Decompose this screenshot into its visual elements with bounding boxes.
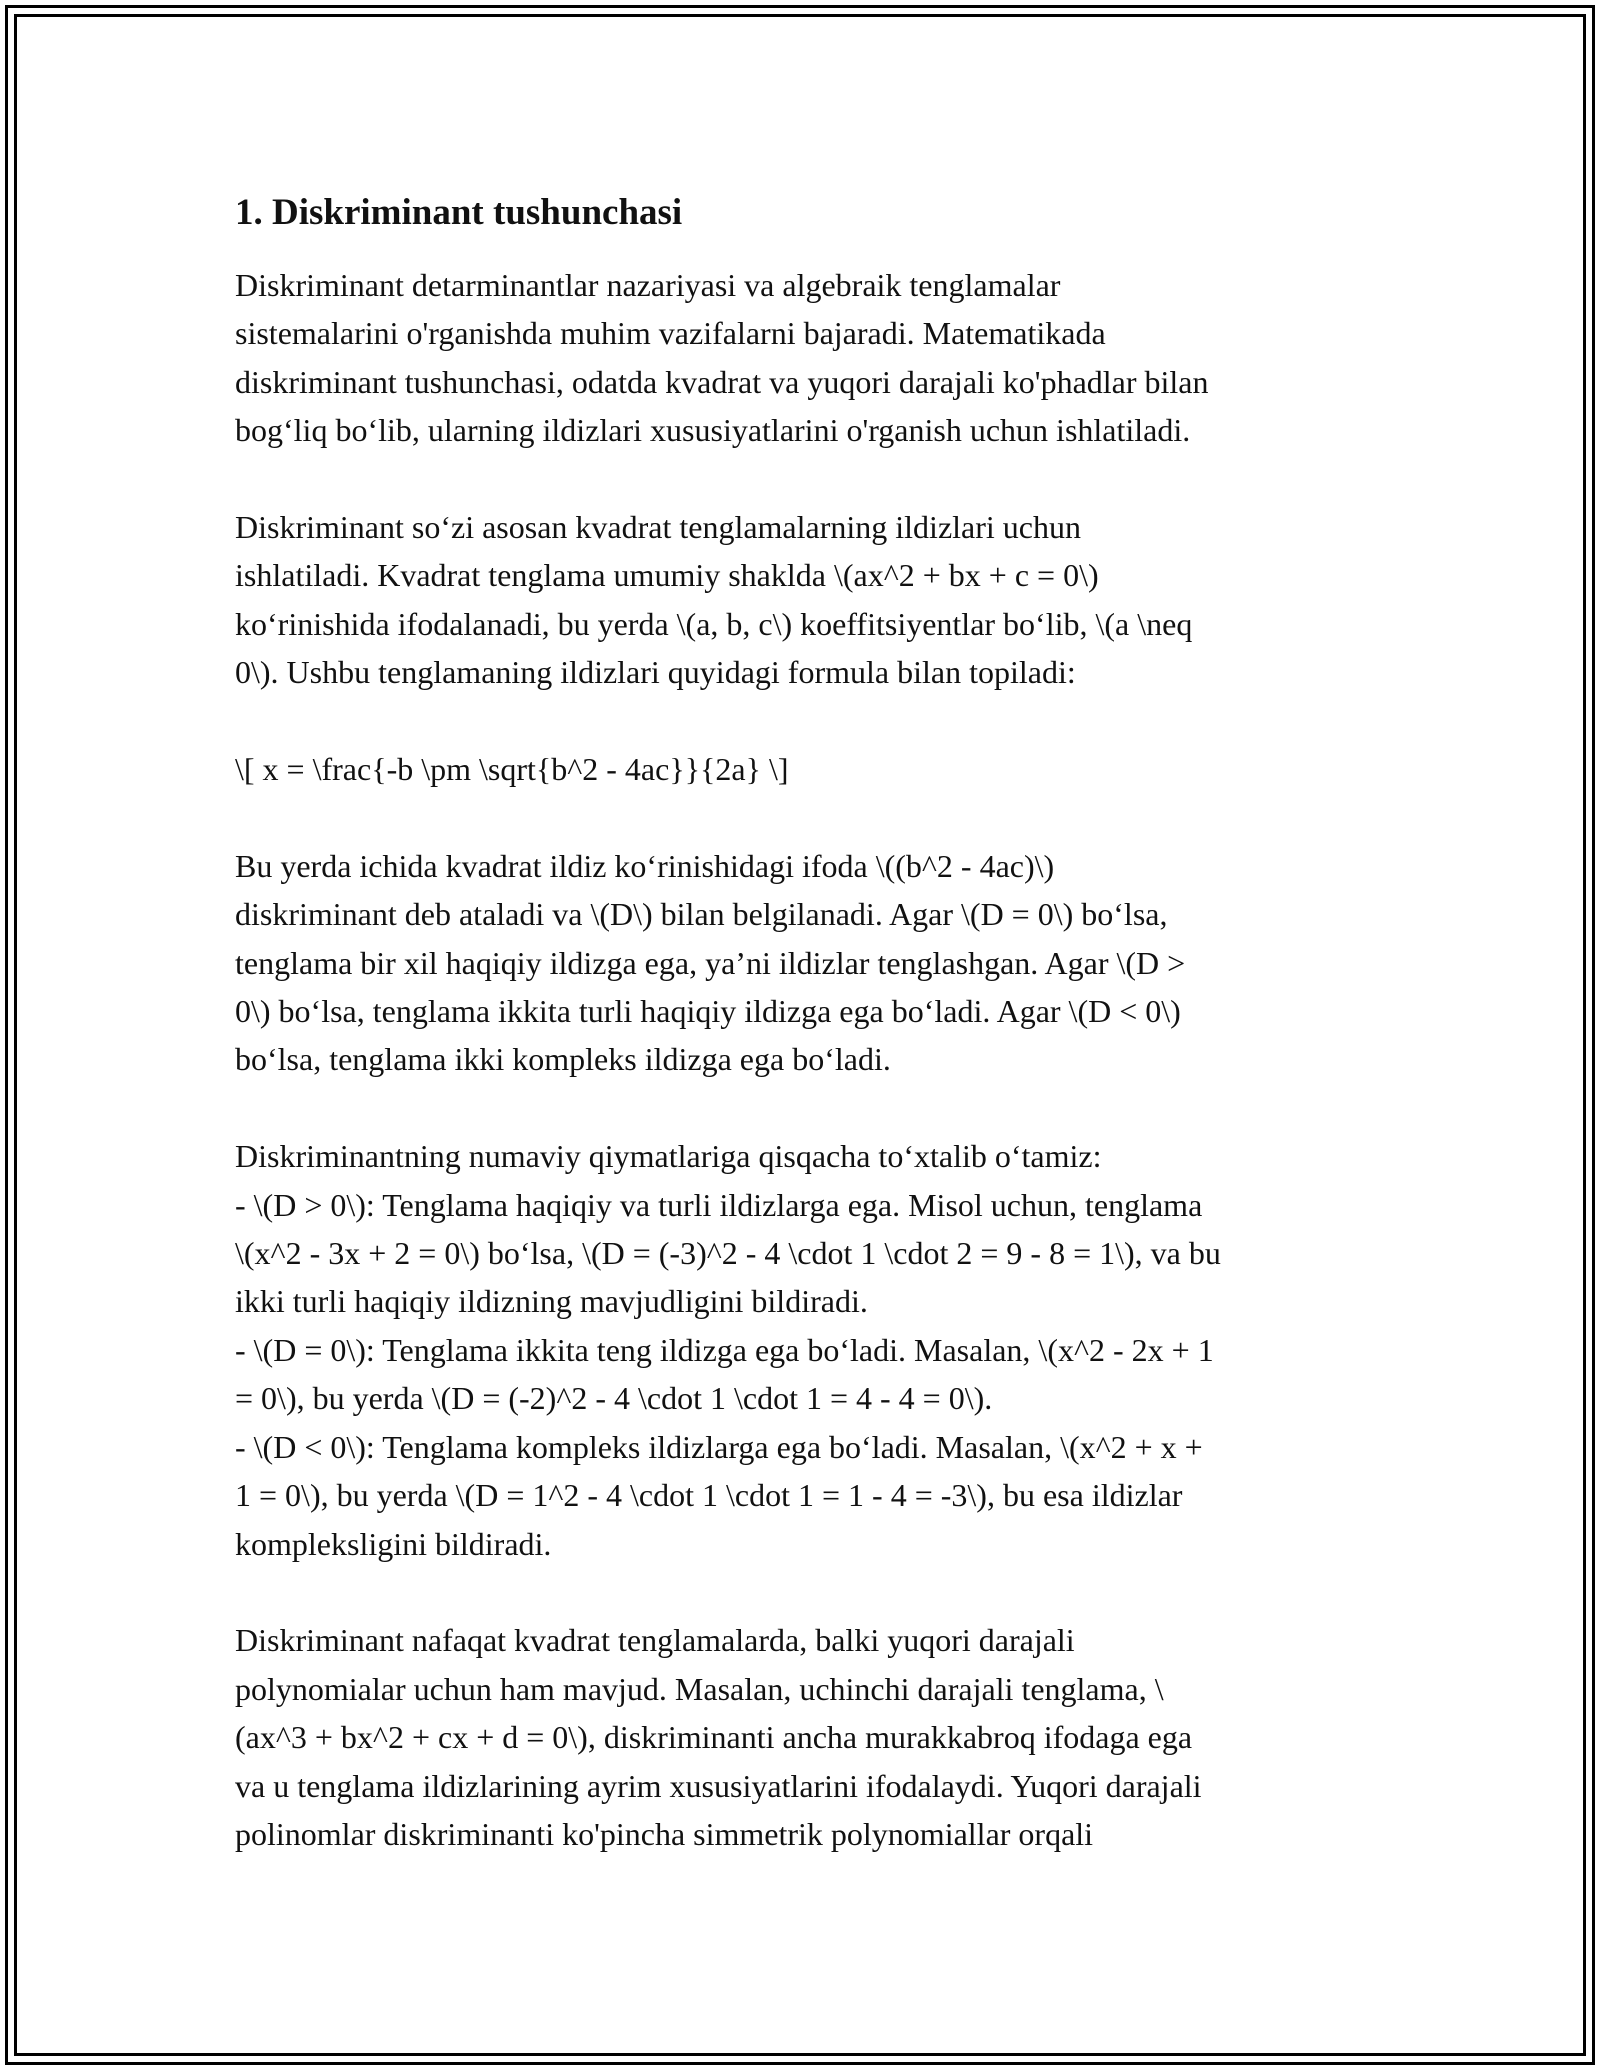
text-line: polynomialar uchun ham mavjud. Masalan, uchinchi darajali tenglama, \: [235, 1670, 1164, 1707]
text-line: 0\). Ushbu tenglamaning ildizlari quyidagi formula bilan topiladi:: [235, 654, 1076, 691]
text-line: ko‘rinishida ifodalanadi, bu yerda \(a, b, c\) koeffitsiyentlar bo‘lib, \(a \neq: [235, 605, 1193, 642]
text-line: - \(D < 0\): Tenglama kompleks ildizlarga ega bo‘ladi. Masalan, \(x^2 + x +: [235, 1428, 1203, 1465]
document-body: [235, 185, 1370, 1858]
text-line: bog‘liq bo‘lib, ularning ildizlari xususiyatlarini o'rganish uchun ishlatiladi.: [235, 412, 1191, 449]
paragraph-spacer: [235, 1084, 1370, 1132]
paragraph-spacer: [235, 455, 1370, 503]
paragraph-spacer: [235, 697, 1370, 745]
text-line: Bu yerda ichida kvadrat ildiz ko‘rinishidagi ifoda \((b^2 - 4ac)\): [235, 847, 1055, 884]
text-line: Diskriminant so‘zi asosan kvadrat tenglamalarning ildizlari uchun: [235, 509, 1081, 546]
text-line: - \(D > 0\): Tenglama haqiqiy va turli ildizlarga ega. Misol uchun, tenglama: [235, 1186, 1203, 1223]
paragraph-examples: [235, 1132, 1370, 1568]
paragraph-spacer: [235, 1568, 1370, 1616]
heading-spacer: [235, 241, 1370, 261]
text-line: \[ x = \frac{-b \pm \sqrt{b^2 - 4ac}}{2a} \]: [235, 751, 789, 788]
text-line: tenglama bir xil haqiqiy ildizga ega, ya’ni ildizlar tenglashgan. Agar \(D >: [235, 944, 1186, 981]
paragraph-higher-degree: [235, 1616, 1370, 1858]
text-line: kompleksligini bildiradi.: [235, 1525, 552, 1562]
text-line: diskriminant tushunchasi, odatda kvadrat va yuqori darajali ko'phadlar bilan: [235, 363, 1209, 400]
text-line: Diskriminant detarminantlar nazariyasi va algebraik tenglamalar: [235, 267, 1061, 303]
text-line: \(x^2 - 3x + 2 = 0\) bo‘lsa, \(D = (-3)^2 - 4 \cdot 1 \cdot 2 = 9 - 8 = 1\), va bu: [235, 1235, 1221, 1272]
section-heading: 1. Diskriminant tushunchasi: [235, 192, 683, 233]
text-line: Diskriminant nafaqat kvadrat tenglamalarda, balki yuqori darajali: [235, 1622, 1075, 1659]
paragraph-quadratic: [235, 503, 1370, 697]
text-line: = 0\), bu yerda \(D = (-2)^2 - 4 \cdot 1 \cdot 1 = 4 - 4 = 0\).: [235, 1380, 993, 1417]
formula-line: [235, 745, 1370, 793]
text-line: Diskriminantning numaviy qiymatlariga qisqacha to‘xtalib o‘tamiz:: [235, 1138, 1102, 1175]
paragraph-intro: [235, 261, 1370, 455]
text-line: va u tenglama ildizlarining ayrim xususiyatlarini ifodalaydi. Yuqori darajali: [235, 1767, 1202, 1804]
text-line: ikki turli haqiqiy ildizning mavjudligini bildiradi.: [235, 1283, 868, 1320]
text-line: diskriminant deb ataladi va \(D\) bilan belgilanadi. Agar \(D = 0\) bo‘lsa,: [235, 896, 1168, 933]
text-line: - \(D = 0\): Tenglama ikkita teng ildizga ega bo‘ladi. Masalan, \(x^2 - 2x + 1: [235, 1331, 1214, 1368]
text-line: bo‘lsa, tenglama ikki kompleks ildizga ega bo‘ladi.: [235, 1041, 891, 1078]
paragraph-discriminant-definition: [235, 842, 1370, 1084]
text-line: ishlatiladi. Kvadrat tenglama umumiy shaklda \(ax^2 + bx + c = 0\): [235, 557, 1099, 594]
text-line: (ax^3 + bx^2 + cx + d = 0\), diskriminanti ancha murakkabroq ifodaga ega: [235, 1719, 1193, 1756]
text-line: 1 = 0\), bu yerda \(D = 1^2 - 4 \cdot 1 \cdot 1 = 1 - 4 = -3\), bu esa ildizlar: [235, 1477, 1183, 1514]
text-line: 0\) bo‘lsa, tenglama ikkita turli haqiqiy ildizga ega bo‘ladi. Agar \(D < 0\): [235, 993, 1181, 1030]
text-line: polinomlar diskriminanti ko'pincha simmetrik polynomiallar orqali: [235, 1815, 1094, 1852]
paragraph-spacer: [235, 793, 1370, 841]
text-line: sistemalarini o'rganishda muhim vazifalarni bajaradi. Matematikada: [235, 315, 1106, 352]
